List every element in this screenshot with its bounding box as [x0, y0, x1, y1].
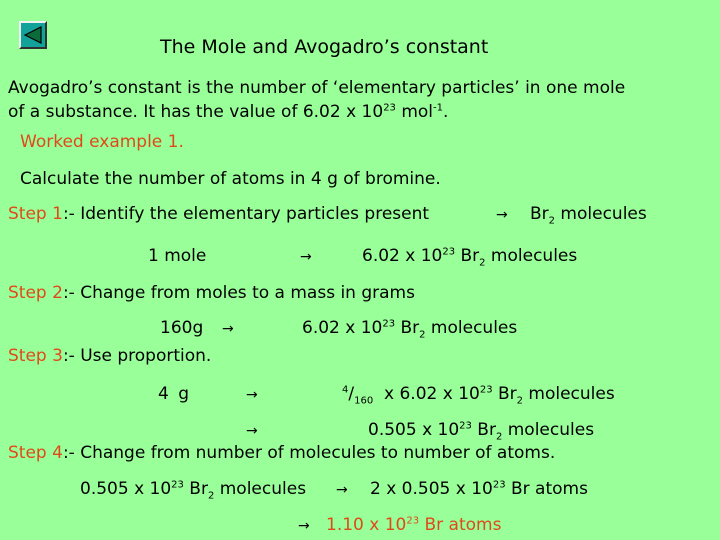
step-1-result: $Br_2$ molecules	[530, 204, 647, 227]
arrow-right-icon: →	[300, 249, 312, 265]
step-2-line: Step 2:- Change from moles to a mass in grams	[8, 283, 415, 303]
fraction-denominator: 160	[354, 395, 374, 407]
arrow-right-icon: →	[222, 321, 234, 337]
step-4-line: Step 4:- Change from number of molecules to number of atoms.	[8, 443, 556, 463]
question-text: Calculate the number of atoms in 4 g of bromine.	[20, 169, 441, 189]
step-1-line: Step 1:- Identify the elementary particles present	[8, 204, 430, 224]
arrow-right-icon: →	[246, 423, 258, 439]
step-2-label: Step 2	[8, 283, 63, 303]
arrow-right-icon: →	[496, 207, 508, 223]
final-answer: 1.10 x $10^{23}$ Br atoms	[326, 515, 502, 535]
step-1-arrow	[496, 206, 508, 223]
arrow-right-icon: →	[298, 518, 310, 534]
step-2-row-left: 160g	[160, 318, 204, 338]
worked-example-heading: Worked example 1.	[20, 132, 184, 152]
step-3-row2-arrow	[246, 422, 258, 439]
back-button[interactable]	[19, 21, 47, 49]
step-1-label: Step 1	[8, 204, 63, 224]
triangle-left-icon	[23, 25, 43, 45]
step-3-line: Step 3:- Use proportion.	[8, 346, 212, 366]
step-3-row-left: 4 g	[158, 384, 192, 404]
intro-line-1: Avogadro’s constant is the number of ‘elementary particles’ in one mole	[8, 78, 626, 98]
step-4-label: Step 4	[8, 443, 63, 463]
step-4-row-left: 0.505 x $10^{23}$ $Br_2$ molecules	[80, 479, 307, 502]
step-4-row-right: 2 x 0.505 x $10^{23}$ Br atoms	[370, 479, 588, 499]
intro-line-2: of a substance. It has the value of 6.02 x $10^{23}$ mol$^{-1}$.	[8, 102, 449, 122]
step-3-label: Step 3	[8, 346, 63, 366]
step-3-row-arrow	[246, 386, 258, 403]
step-1-row-right: 6.02 x $10^{23}$ $Br_2$ molecules	[362, 246, 578, 269]
fraction-numerator: 4	[342, 384, 349, 396]
arrow-right-icon: →	[336, 482, 348, 498]
arrow-right-icon: →	[246, 387, 258, 403]
step-3-row2-right: 0.505 x $10^{23}$ $Br_2$ molecules	[368, 420, 595, 443]
step-2-row-arrow	[222, 320, 234, 337]
step-1-row-arrow	[300, 248, 312, 265]
final-arrow	[298, 517, 310, 534]
step-4-row-arrow	[336, 481, 348, 498]
step-1-row-left: 1 mole	[148, 246, 207, 266]
step-3-row-right: $^4/_{160}$ x 6.02 x $10^{23}$ $Br_2$ molecules	[342, 384, 615, 407]
page-title: The Mole and Avogadro’s constant	[160, 36, 489, 58]
step-2-row-right: 6.02 x $10^{23}$ $Br_2$ molecules	[302, 318, 518, 341]
